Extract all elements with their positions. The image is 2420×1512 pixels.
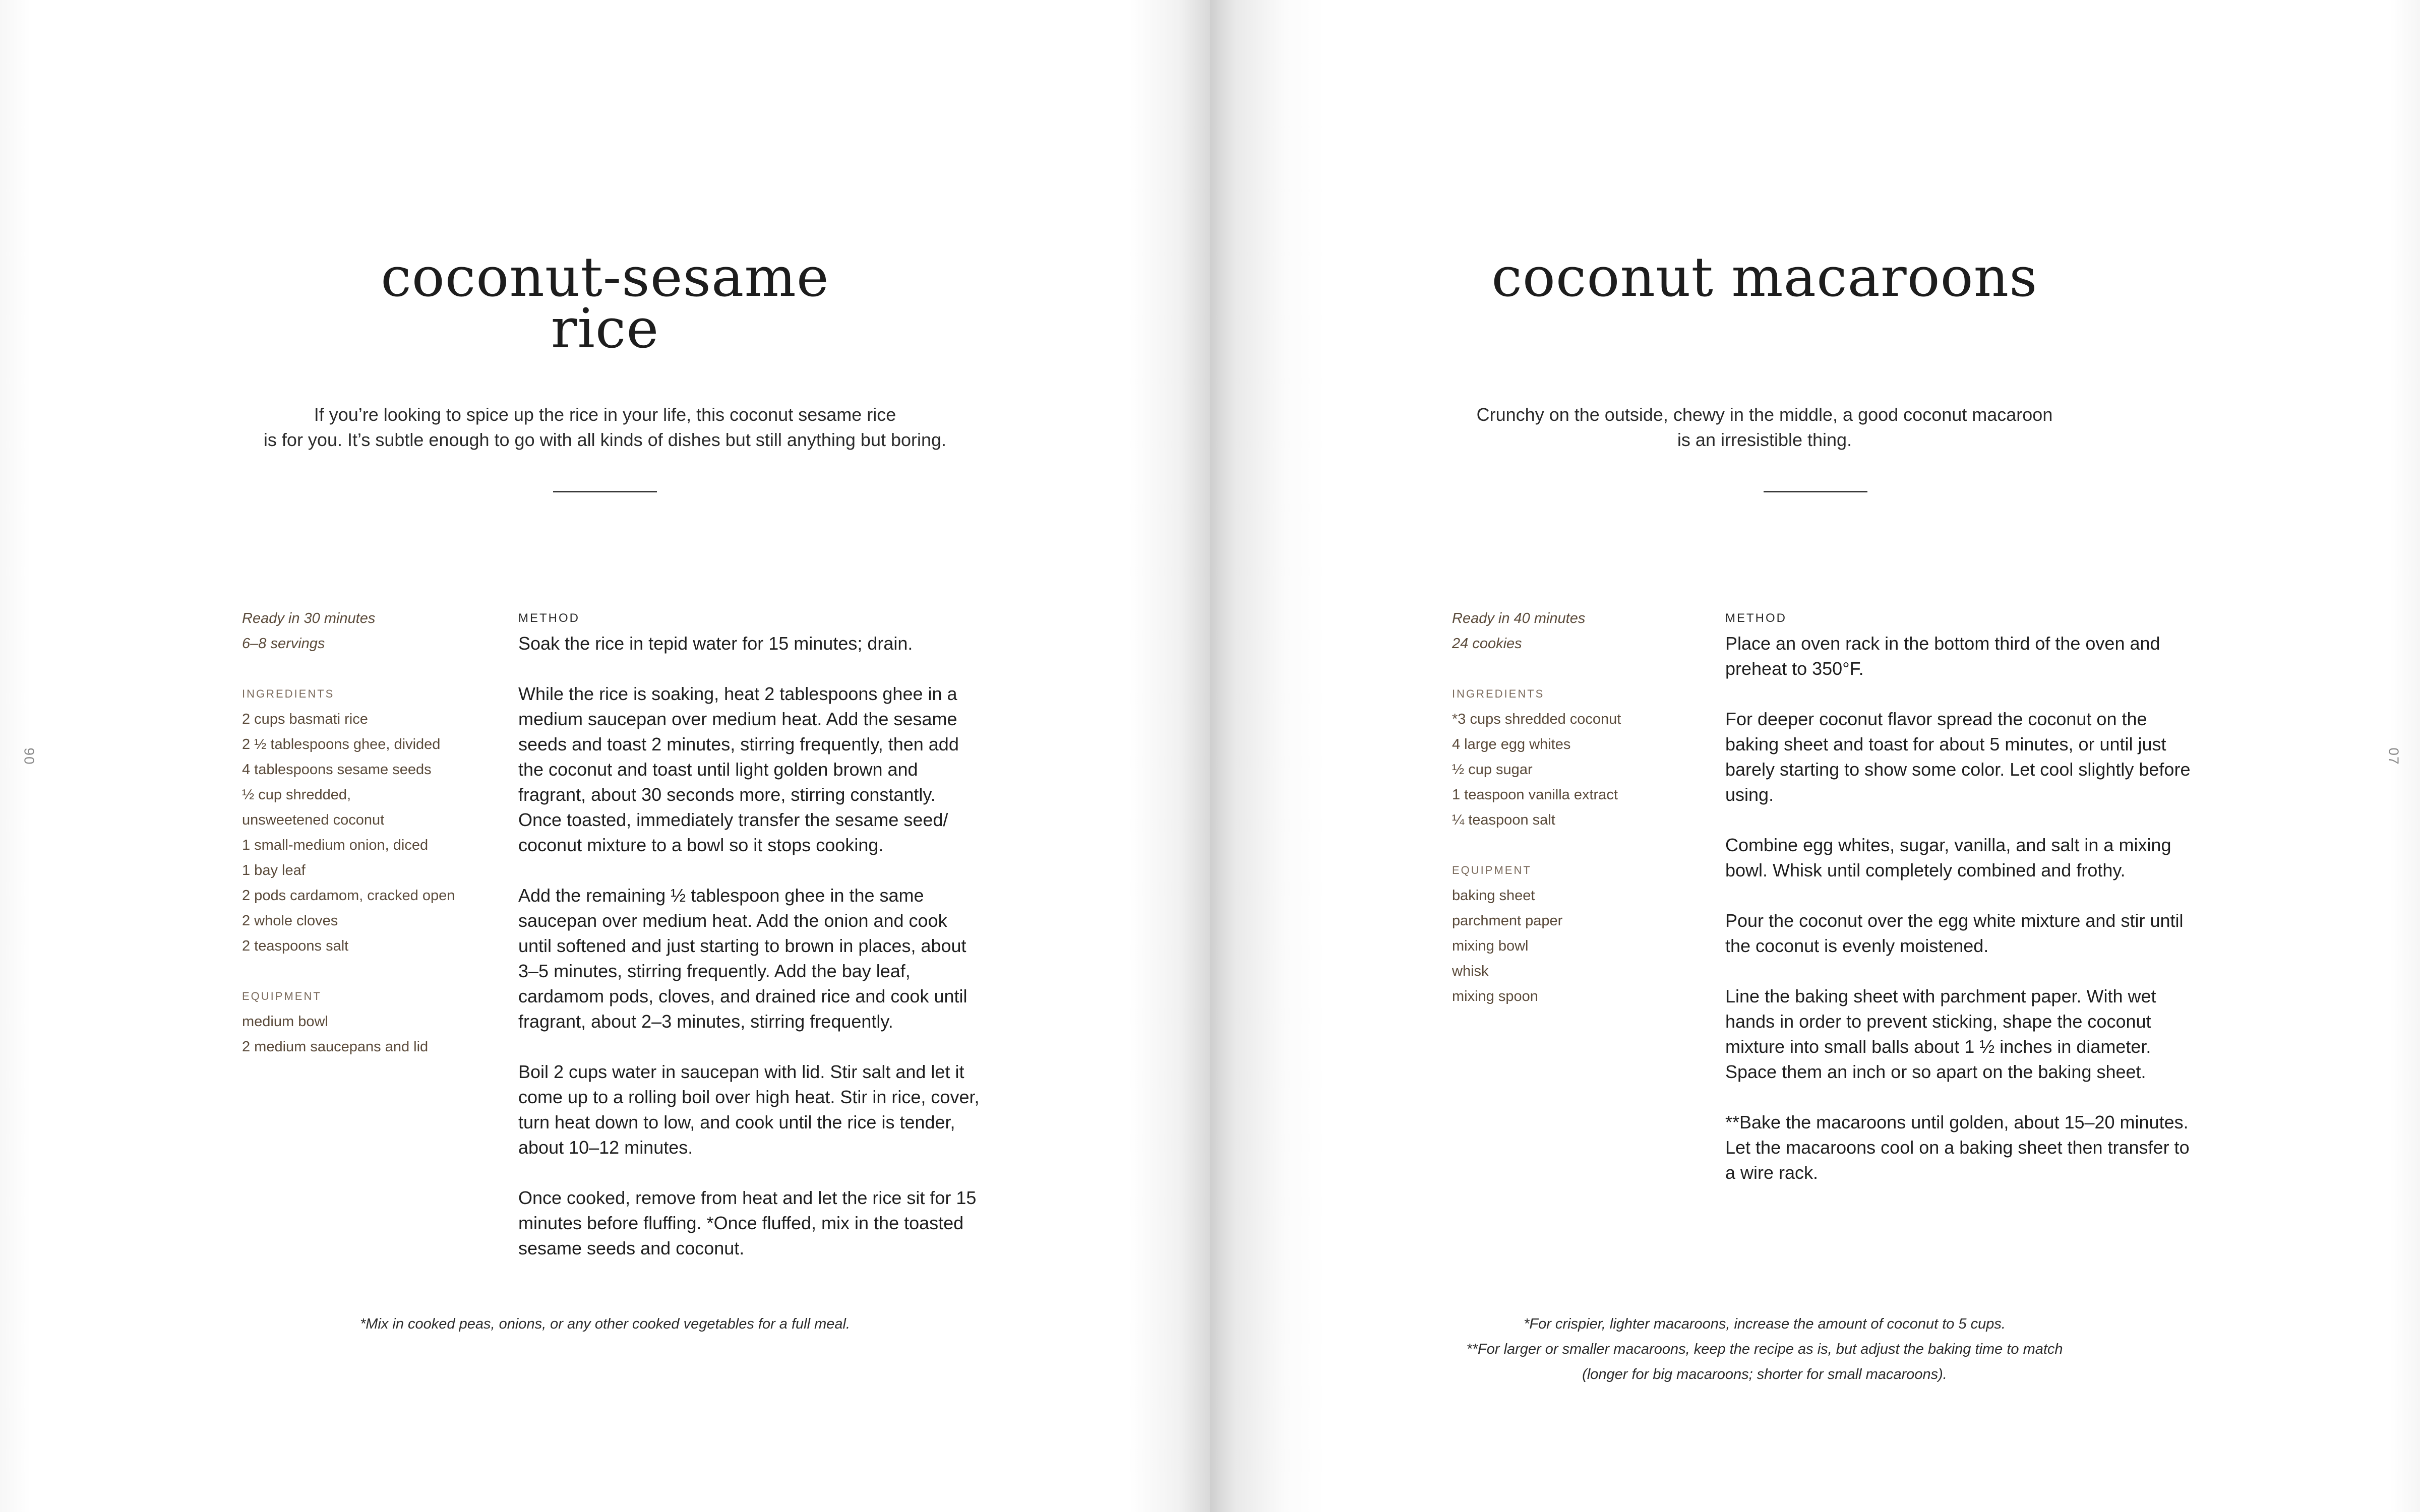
footnote-line: *For crispier, lighter macaroons, increase the amount of coconut to 5 cups. [1524,1316,2006,1332]
footnote-line: **For larger or smaller macaroons, keep the recipe as is, but adjust the baking time to match [1466,1341,2063,1357]
ingredient-item: 2 whole cloves [242,913,338,929]
ready-time: Ready in 30 minutes [242,610,376,626]
equipment-item: mixing spoon [1452,988,1538,1004]
ingredient-item: 1 teaspoon vanilla extract [1452,787,1618,803]
method-step: While the rice is soaking, heat 2 tablespoons ghee in a medium saucepan over medium heat. Add the sesame seeds and toast 2 minutes, stirring frequently, then add the coconut and toast until light golden brown and fragrant, about 30 seconds more, stirring constantly. Once toasted, immediately transfer the sesame seed/ coconut mixture to a bowl so it stops cooking. [518,683,959,855]
recipe-intro [1361,402,2168,453]
method-step: Boil 2 cups water in saucepan with lid. Stir salt and let it come up to a rolling boil over high heat. Stir in rice, cover, turn heat down to low, and cook until the rice is tender, about 10–12 minutes. [518,1061,980,1158]
method-step: Combine egg whites, sugar, vanilla, and salt in a mixing bowl. Whisk until completely combined and frothy. [1725,835,2171,880]
page-number: 07 [2386,747,2402,766]
recipe-footnote [1361,1311,2168,1387]
ingredients-label: INGREDIENTS [1452,687,1545,700]
method-label: METHOD [518,611,580,625]
method-step: Place an oven rack in the bottom third of the oven and preheat to 350°F. [1725,633,2160,679]
recipe-meta [1452,606,1714,1009]
yield: 24 cookies [1452,636,1522,652]
divider-rule [1764,491,1867,492]
equipment-item: 2 medium saucepans and lid [242,1039,429,1055]
ingredient-item: 4 tablespoons sesame seeds [242,762,432,778]
recipe-intro [151,402,1059,453]
method-label: METHOD [1725,611,1787,625]
method-step: Pour the coconut over the egg white mixture and stir until the coconut is evenly moistened. [1725,910,2184,956]
method-step: For deeper coconut flavor spread the coconut on the baking sheet and toast for about 5 minutes, or until just barely starting to show some color. Let cool slightly before using. [1725,709,2191,805]
ingredient-item: 1 small-medium onion, diced [242,837,429,853]
equipment-item: whisk [1452,963,1489,979]
ingredient-item: 2 cups basmati rice [242,711,368,727]
ingredient-item: 2 ½ tablespoons ghee, divided [242,736,441,752]
method-step: Add the remaining ½ tablespoon ghee in the same saucepan over medium heat. Add the onion and cook until softened and just starting to brown in places, about 3–5 minutes, stirring frequently. Add the bay leaf, cardamom pods, cloves, and drained rice and cook until fragrant, about 2–3 minutes, stirring frequently. [518,885,967,1032]
equipment-item: baking sheet [1452,888,1535,904]
intro-line: is for you. It’s subtle enough to go with all kinds of dishes but still anything but boring. [263,429,947,450]
equipment-item: mixing bowl [1452,938,1529,954]
method-step: Once cooked, remove from heat and let the rice sit for 15 minutes before fluffing. *Once fluffed, mix in the toasted sesame seeds and coconut. [518,1187,977,1258]
recipe-title [1462,246,2067,309]
recipe-meta [242,606,504,1059]
intro-line: is an irresistible thing. [1677,429,1852,450]
title-line: coconut-sesame [381,246,829,309]
footnote-line: *Mix in cooked peas, onions, or any other cooked vegetables for a full meal. [359,1316,851,1332]
ingredient-item: 2 teaspoons salt [242,938,349,954]
recipe-title [353,246,857,360]
ingredients-label: INGREDIENTS [242,687,335,700]
footnote-line: (longer for big macaroons; shorter for small macaroons). [1582,1366,1947,1382]
equipment-item: parchment paper [1452,913,1563,929]
ingredient-item: unsweetened coconut [242,812,385,828]
yield: 6–8 servings [242,636,325,652]
recipe-footnote [202,1311,1008,1337]
ingredient-item: 2 pods cardamom, cracked open [242,888,455,904]
method-step: Line the baking sheet with parchment paper. With wet hands in order to prevent sticking, shape the coconut mixture into small balls about 1 ½ inches in diameter. Space them an inch or so apart on the baking sheet. [1725,986,2156,1082]
title-line: coconut macaroons [1491,246,2038,309]
title-line: rice [551,297,659,360]
ingredient-item: ½ cup shredded, [242,787,351,803]
intro-line: Crunchy on the outside, chewy in the middle, a good coconut macaroon [1476,404,2053,425]
intro-line: If you’re looking to spice up the rice in your life, this coconut sesame rice [314,404,896,425]
method-step: **Bake the macaroons until golden, about 15–20 minutes. Let the macaroons cool on a baking sheet then transfer to a wire rack. [1725,1112,2190,1183]
ingredient-item: ¼ teaspoon salt [1452,812,1555,828]
method-step: Soak the rice in tepid water for 15 minutes; drain. [518,633,913,654]
method-section [1725,606,2199,1185]
right-page [1210,0,2420,1512]
equipment-item: medium bowl [242,1014,328,1030]
ingredient-item: ½ cup sugar [1452,762,1533,778]
method-section [518,606,982,1261]
ingredient-item: *3 cups shredded coconut [1452,711,1621,727]
equipment-label: EQUIPMENT [242,990,322,1002]
ingredient-item: 4 large egg whites [1452,736,1571,752]
ingredient-item: 1 bay leaf [242,862,306,878]
divider-rule [553,491,657,492]
ready-time: Ready in 40 minutes [1452,610,1586,626]
page-number: 90 [21,747,37,766]
equipment-label: EQUIPMENT [1452,864,1532,876]
